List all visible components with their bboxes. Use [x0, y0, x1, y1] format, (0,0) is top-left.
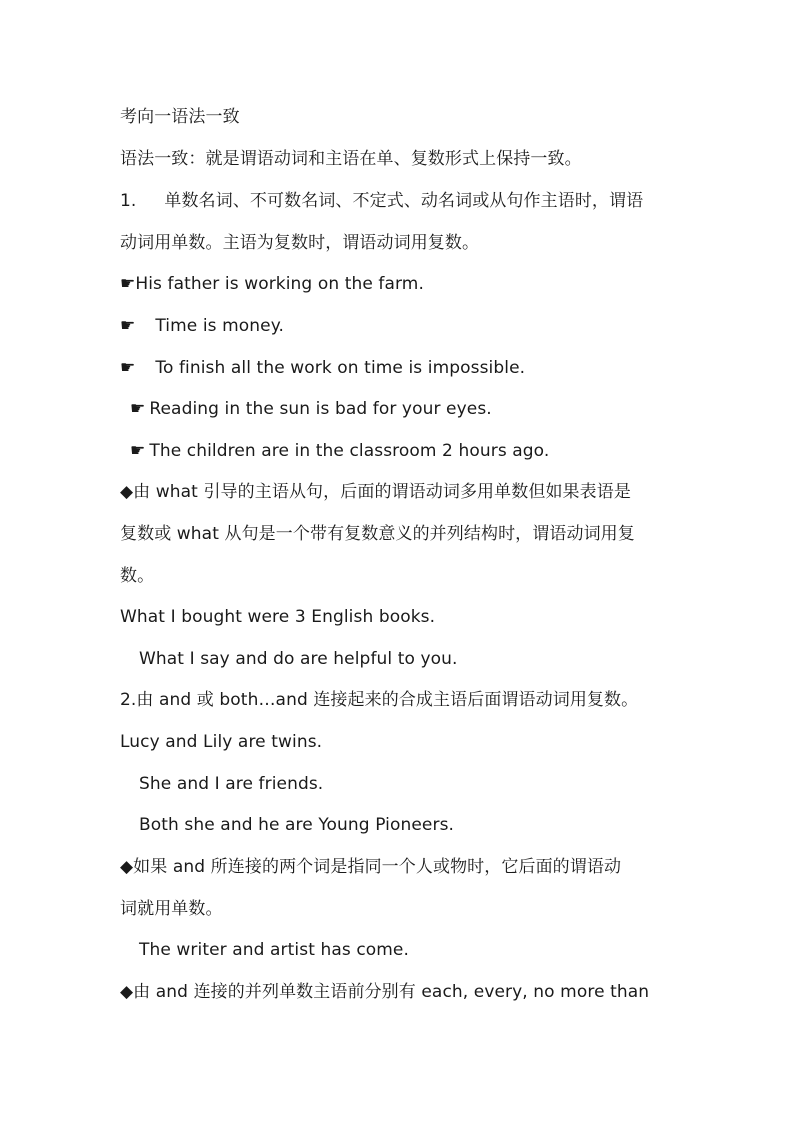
- pointing-hand-icon: ☛: [120, 358, 136, 378]
- rule-2-text: 2.由 and 或 both…and 连接起来的合成主语后面谓语动词用复数。: [120, 690, 639, 710]
- note-1-line-1: ◆由 what 引导的主语从句，后面的谓语动词多用单数但如果表语是: [120, 482, 631, 502]
- example-line: [120, 357, 525, 379]
- example-text: Both she and he are Young Pioneers.: [139, 815, 455, 835]
- note-2-line-2: 词就用单数。: [120, 899, 223, 919]
- definition-text: 语法一致：就是谓语动词和主语在单、复数形式上保持一致。: [120, 149, 582, 169]
- example-text: She and I are friends.: [139, 774, 324, 794]
- rule-1-text: 单数名词、不可数名词、不定式、动名词或从句作主语时，谓语: [164, 191, 644, 211]
- example-text: Reading in the sun is bad for your eyes.: [149, 399, 492, 419]
- example-line: [120, 315, 284, 337]
- example-text: His father is working on the farm.: [135, 274, 424, 294]
- example-line: [130, 398, 492, 420]
- example-text: To finish all the work on time is impossible.: [155, 358, 526, 378]
- note-1-line-2: 复数或 what 从句是一个带有复数意义的并列结构时，谓语动词用复: [120, 524, 635, 544]
- note-2-line-1: ◆如果 and 所连接的两个词是指同一个人或物时，它后面的谓语动: [120, 857, 622, 877]
- rule-1-number: 1.: [120, 191, 137, 211]
- pointing-hand-icon: ☛: [130, 441, 146, 461]
- example-line: [120, 273, 424, 295]
- example-text: What I say and do are helpful to you.: [139, 649, 458, 669]
- note-3-text: ◆由 and 连接的并列单数主语前分别有 each, every, no more than: [120, 982, 650, 1002]
- example-text: What I bought were 3 English books.: [120, 607, 436, 627]
- pointing-hand-icon: ☛: [120, 316, 136, 336]
- example-text: The writer and artist has come.: [139, 940, 409, 960]
- rule-1-line-2: 动词用单数。主语为复数时，谓语动词用复数。: [120, 233, 480, 253]
- example-text: The children are in the classroom 2 hours ago.: [149, 441, 550, 461]
- section-heading: 考向一语法一致: [120, 107, 240, 127]
- pointing-hand-icon: ☛: [120, 274, 136, 294]
- pointing-hand-icon: ☛: [130, 399, 146, 419]
- example-line: [130, 440, 549, 462]
- note-1-line-3: 数。: [120, 566, 155, 586]
- rule-1-line-1: [120, 190, 643, 212]
- example-text: Time is money.: [155, 316, 284, 336]
- example-text: Lucy and Lily are twins.: [120, 732, 323, 752]
